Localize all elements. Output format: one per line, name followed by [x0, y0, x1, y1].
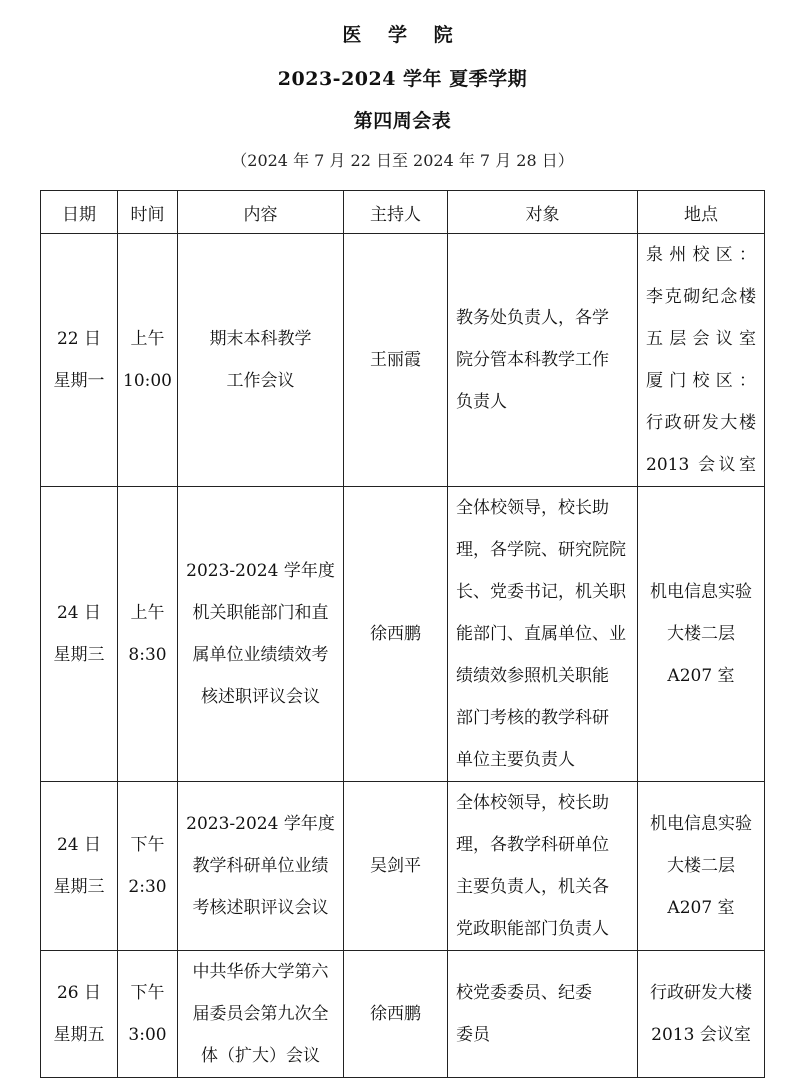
time-cell	[118, 234, 178, 487]
date-day: 24 日	[56, 835, 102, 855]
col-header-content: 内容	[178, 191, 344, 234]
host-cell	[344, 951, 448, 1078]
time-cell	[118, 951, 178, 1078]
date-day: 26 日	[56, 983, 102, 1003]
content-line: 考核述职评议会议	[192, 898, 329, 918]
audience-line: 全体校领导，校长助	[456, 793, 609, 813]
time-period: 上午	[130, 329, 165, 349]
date-cell	[41, 487, 118, 782]
location-line: 行政研发大楼	[646, 413, 756, 433]
content-line: 教学科研单位业绩	[192, 856, 329, 876]
table-row	[41, 782, 765, 951]
host-name: 徐西鹏	[370, 1004, 421, 1024]
audience-line: 教务处负责人，各学	[456, 308, 609, 328]
school-title: 医 学 院	[342, 24, 463, 46]
col-header-date: 日期	[41, 191, 118, 234]
location-line: 2013 会议室	[651, 1025, 751, 1045]
week-title: 第四周会表	[353, 110, 452, 132]
audience-line: 绩绩效参照机关职能	[456, 666, 609, 686]
location-line: 机电信息实验	[650, 814, 752, 834]
audience-line: 党政职能部门负责人	[456, 919, 609, 939]
location-line: 2013 会议室	[646, 455, 756, 475]
time-period: 上午	[130, 603, 165, 623]
audience-line: 委员	[456, 1025, 490, 1045]
audience-line: 能部门、直属单位、业	[456, 624, 626, 644]
location-cell	[638, 951, 765, 1078]
date-cell	[41, 951, 118, 1078]
table-row	[41, 487, 765, 782]
location-line: 厦门校区：	[646, 371, 756, 391]
location-cell	[638, 782, 765, 951]
location-line: 大楼二层	[667, 856, 735, 876]
date-weekday: 星期五	[53, 1025, 105, 1045]
audience-line: 部门考核的教学科研	[456, 708, 609, 728]
content-line: 2023-2024 学年度	[186, 561, 335, 581]
audience-cell	[448, 487, 638, 782]
content-line: 2023-2024 学年度	[186, 814, 335, 834]
date-weekday: 星期三	[53, 645, 105, 665]
content-cell	[178, 951, 344, 1078]
col-header-host: 主持人	[344, 191, 448, 234]
host-name: 吴剑平	[370, 856, 421, 876]
location-line: 李克砌纪念楼	[646, 287, 756, 307]
host-name: 王丽霞	[370, 350, 421, 370]
time-clock: 3:00	[128, 1025, 167, 1045]
location-line: A207 室	[667, 898, 735, 918]
audience-line: 理，各学院、研究院院	[456, 540, 626, 560]
location-cell	[638, 487, 765, 782]
location-line: 大楼二层	[667, 624, 735, 644]
time-period: 下午	[130, 835, 165, 855]
content-line: 届委员会第九次全	[192, 1004, 329, 1024]
location-line: 泉州校区：	[646, 245, 756, 265]
content-line: 工作会议	[226, 371, 295, 391]
table-header-row	[41, 191, 765, 234]
host-cell	[344, 782, 448, 951]
audience-line: 长、党委书记，机关职	[456, 582, 626, 602]
location-line: A207 室	[667, 666, 735, 686]
host-name: 徐西鹏	[370, 624, 421, 644]
content-cell	[178, 487, 344, 782]
location-line: 行政研发大楼	[650, 983, 752, 1003]
time-period: 下午	[130, 983, 165, 1003]
audience-cell	[448, 782, 638, 951]
time-cell	[118, 487, 178, 782]
audience-line: 校党委委员、纪委	[456, 983, 592, 1003]
col-header-time: 时间	[118, 191, 178, 234]
term-title: 2023-2024 学年 夏季学期	[277, 68, 528, 90]
content-line: 核述职评议会议	[201, 687, 320, 707]
audience-line: 主要负责人，机关各	[456, 877, 609, 897]
table-row	[41, 234, 765, 487]
date-cell	[41, 782, 118, 951]
audience-line: 理，各教学科研单位	[456, 835, 609, 855]
date-weekday: 星期三	[53, 877, 105, 897]
content-cell	[178, 234, 344, 487]
time-clock: 10:00	[123, 371, 172, 391]
host-cell	[344, 487, 448, 782]
content-line: 中共华侨大学第六	[192, 962, 329, 982]
audience-cell	[448, 234, 638, 487]
content-line: 期末本科教学	[209, 329, 312, 349]
time-clock: 8:30	[128, 645, 167, 665]
location-line: 机电信息实验	[650, 582, 752, 602]
audience-line: 院分管本科教学工作	[456, 350, 609, 370]
content-line: 机关职能部门和直	[192, 603, 329, 623]
audience-line: 负责人	[456, 392, 507, 412]
col-header-location: 地点	[638, 191, 765, 234]
meeting-table	[40, 190, 765, 1078]
date-day: 24 日	[56, 603, 102, 623]
content-line: 属单位业绩绩效考	[192, 645, 329, 665]
date-day: 22 日	[56, 329, 102, 349]
audience-line: 单位主要负责人	[456, 750, 575, 770]
time-cell	[118, 782, 178, 951]
date-weekday: 星期一	[53, 371, 105, 391]
content-line: 体（扩大）会议	[201, 1046, 320, 1066]
audience-line: 全体校领导，校长助	[456, 498, 609, 518]
table-row	[41, 951, 765, 1078]
location-line: 五层会议室	[646, 329, 756, 349]
content-cell	[178, 782, 344, 951]
host-cell	[344, 234, 448, 487]
date-cell	[41, 234, 118, 487]
location-cell	[638, 234, 765, 487]
time-clock: 2:30	[128, 877, 167, 897]
col-header-audience: 对象	[448, 191, 638, 234]
date-range: （2024 年 7 月 22 日至 2024 年 7 月 28 日）	[231, 151, 574, 170]
audience-cell	[448, 951, 638, 1078]
